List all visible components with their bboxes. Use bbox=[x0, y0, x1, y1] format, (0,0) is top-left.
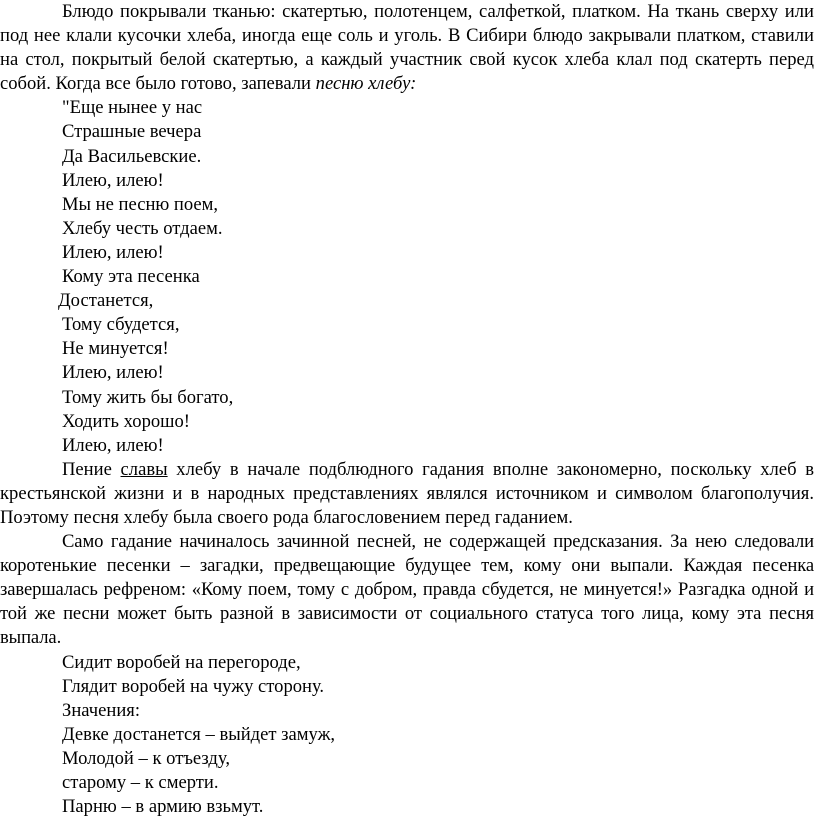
verse-line: Глядит воробей на чужу сторону. bbox=[62, 675, 325, 697]
underlined-word-slavy: славы bbox=[120, 458, 168, 480]
meaning-item: Девке достанется – выйдет замуж, bbox=[62, 723, 336, 745]
sparrow-song bbox=[0, 651, 816, 699]
verse-line: Тому сбудется, bbox=[62, 314, 180, 336]
verse-line: Тому жить бы богато, bbox=[62, 386, 234, 408]
song-to-bread-italic: песню хлебу: bbox=[315, 73, 417, 95]
paragraph-praise-of-bread bbox=[0, 458, 816, 530]
verse-line: Не минуется! bbox=[62, 338, 169, 360]
verse-line: Мы не песню поем, bbox=[62, 193, 219, 215]
meaning-item: Молодой – к отъезду, bbox=[62, 747, 230, 769]
meanings-heading: Значения: bbox=[62, 699, 140, 721]
verse-line: Кому эта песенка bbox=[62, 266, 200, 288]
verse-line: Илею, илею! bbox=[62, 362, 164, 384]
verse-line: Илею, илею! bbox=[62, 434, 164, 456]
paragraph-divination: Само гадание начиналось зачинной песней, не содержащей предсказания. За нею следовали коротенькие песенки – загадки, предвещающие будущее тем, кому они выпали. Каждая песенка завершалась рефреном: «Кому поем, тому с добром, правда сбудется, не минуется!» Разгадка одной и той же песни может быть разной в зависимости от социального статуса того лица, кому эта песня выпала. bbox=[0, 531, 814, 649]
meanings-list bbox=[0, 699, 816, 819]
song-to-bread bbox=[0, 96, 816, 457]
paragraph-bowl-covering-text: Блюдо покрывали тканью: скатертью, полотенцем, салфеткой, платком. На ткань сверху или под нее клали кусочки хлеба, иногда еще соль и уголь. В Сибири блюдо закрывали платком, ставили на стол, покрытый белой скатертью, а каждый участник свой кусок хлеба клал под скатерть перед собой. Когда все было готово, запевали bbox=[0, 1, 814, 95]
verse-line: Сидит воробей на перегороде, bbox=[62, 651, 301, 673]
verse-line: "Еще нынее у нас bbox=[62, 97, 203, 119]
paragraph-praise-rest: хлебу в начале подблюдного гадания вполне закономерно, поскольку хлеб в крестьянской жизни и в народных представлениях являлся источником и символом благополучия. Поэтому песня хлебу была своего рода благословением перед гаданием. bbox=[0, 458, 815, 528]
verse-line: Илею, илею! bbox=[62, 169, 164, 191]
paragraph-bowl-covering bbox=[0, 0, 816, 96]
verse-line: Достанется, bbox=[58, 290, 154, 312]
meaning-item: Парню – в армию взьмут. bbox=[62, 796, 264, 818]
verse-line: Илею, илею! bbox=[62, 241, 164, 263]
paragraph-praise-lead: Пение bbox=[62, 458, 121, 480]
verse-line: Ходить хорошо! bbox=[62, 410, 190, 432]
meaning-item: старому – к смерти. bbox=[62, 772, 219, 793]
verse-line: Хлебу честь отдаем. bbox=[62, 217, 223, 239]
verse-line: Да Васильевские. bbox=[62, 145, 202, 167]
verse-line: Страшные вечера bbox=[62, 121, 202, 143]
